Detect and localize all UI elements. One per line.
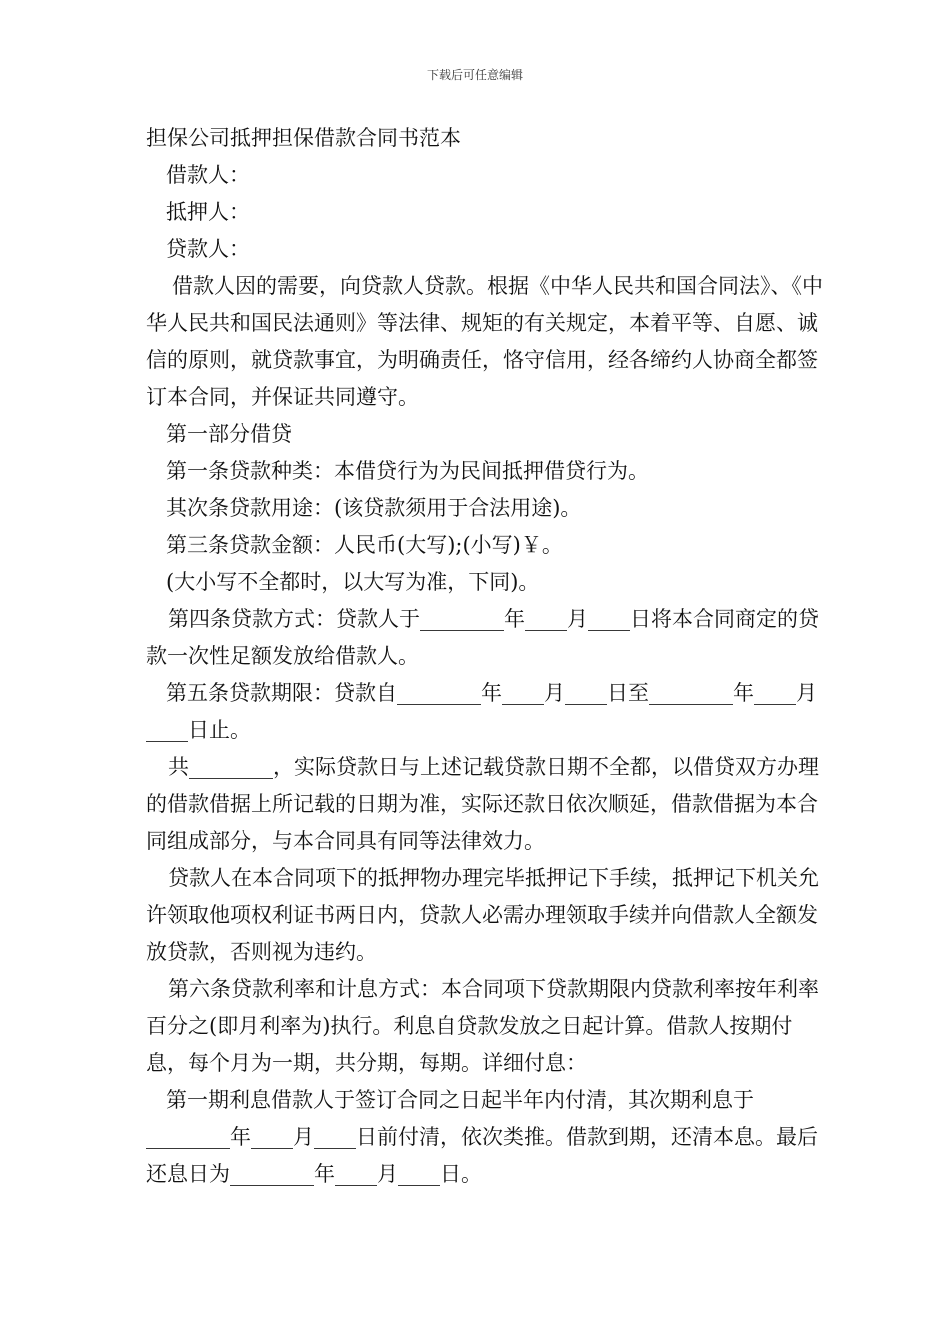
article-6: 第六条贷款利率和计息方式：本合同项下贷款期限内贷款利率按年利率百分之(即月利率为)执行。利息自贷款发放之日起计算。借款人按期付息，每个月为一期，共分期，每期。详细付息： bbox=[146, 977, 819, 1075]
article-6-paragraph-2: 第一期利息借款人于签订合同之日起半年内付清，其次期利息于________年____月____日前付清，依次类推。借款到期，还清本息。最后还息日为________年____月____日。 bbox=[146, 1088, 818, 1186]
document-title: 担保公司抵押担保借款合同书范本 bbox=[146, 126, 461, 150]
preamble-paragraph: 借款人因的需要，向贷款人贷款。根据《中华人民共和国合同法》、《中华人民共和国民法通则》等法律、规矩的有关规定，本着平等、自愿、诚信的原则，就贷款事宜，为明确责任，恪守信用，经各缔约人协商全都签订本合同，并保证共同遵守。 bbox=[146, 274, 823, 409]
article-5: 第五条贷款期限：贷款自________年____月____日至________年____月____日止。 bbox=[146, 681, 817, 742]
article-1: 第一条贷款种类：本借贷行为为民间抵押借贷行为。 bbox=[166, 459, 649, 483]
article-5-paragraph-2: 共________，实际贷款日与上述记载贷款日期不全都，以借贷双方办理的借款借据上所记载的日期为准，实际还款日依次顺延，借款借据为本合同组成部分，与本合同具有同等法律效力。 bbox=[146, 755, 819, 853]
article-2: 其次条贷款用途：(该贷款须用于合法用途)。 bbox=[166, 496, 582, 520]
party-mortgagor: 抵押人： bbox=[166, 200, 250, 224]
article-3: 第三条贷款金额：人民币(大写);(小写)￥。 bbox=[166, 533, 563, 557]
document-body bbox=[146, 120, 826, 1193]
party-lender: 贷款人： bbox=[166, 237, 250, 261]
article-5-paragraph-3: 贷款人在本合同项下的抵押物办理完毕抵押记下手续，抵押记下机关允许领取他项权利证书两日内，贷款人必需办理领取手续并向借款人全额发放贷款，否则视为违约。 bbox=[146, 866, 819, 964]
page-header: 下载后可任意编辑 bbox=[426, 68, 523, 82]
part1-heading: 第一部分借贷 bbox=[166, 422, 292, 446]
article-3-note: (大小写不全都时，以大写为准，下同)。 bbox=[166, 570, 540, 594]
article-4: 第四条贷款方式：贷款人于________年____月____日将本合同商定的贷款一次性足额发放给借款人。 bbox=[146, 607, 819, 668]
party-borrower: 借款人： bbox=[166, 163, 250, 187]
